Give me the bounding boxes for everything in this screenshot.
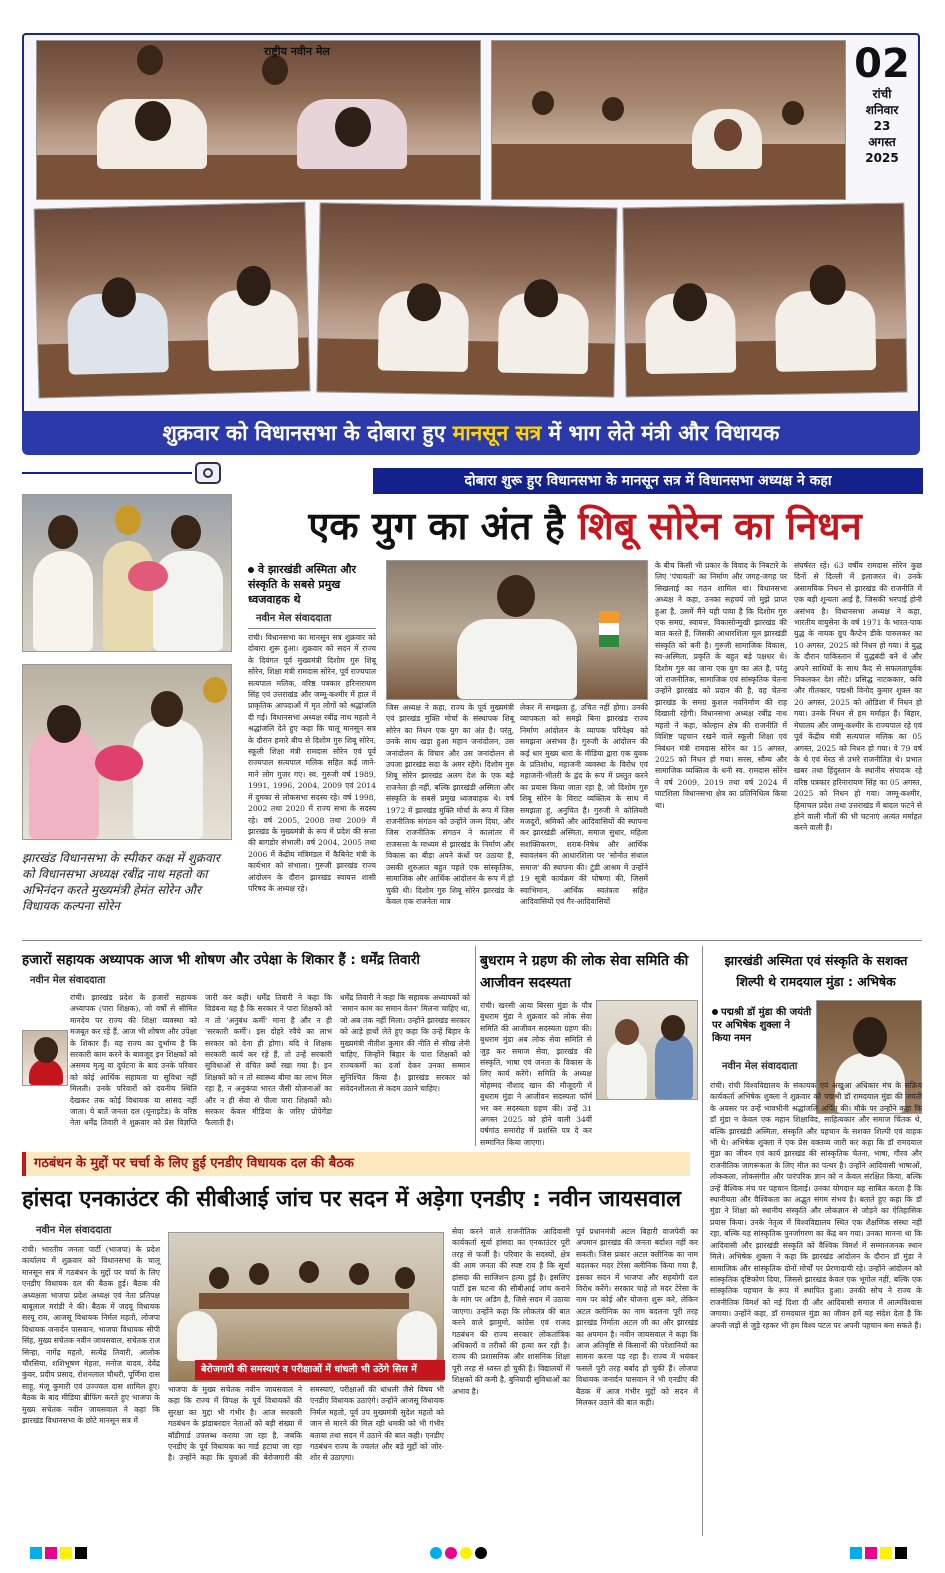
photo-banner-caption — [22, 411, 920, 455]
date-year: 2025 — [865, 151, 899, 165]
budhram-headline: बुधराम ने ग्रहण की लोक सेवा समिति की आजीवन सदस्यता — [480, 953, 689, 991]
nda-body-col-1: रांची। भारतीय जनता पार्टी (भाजपा) के प्रदेश कार्यालय में शुक्रवार को विधानसभा के चालू मानसून सत्र में गठबंधन के मुद्दों पर चर्चा के लिए एनडीए विधायक दल की बैठक हुई। बैठक की अध्यक्षता भाजपा प्रदेश अध्यक्ष एवं नेता प्रतिपक्ष बाबूलाल मरांडी ने की। बैठक में जदयू विधायक सरयू राय, आजसू विधायक निर्मल महतो, लोजपा विधायक जनार्दन पासवान, भाजपा विधायक सीपी सिंह, मुख्य सचेतक नवीन जायसवाल, सचेतक राज सिन्हा, नागेंद्र महतो, सत्येंद्र तिवारी, आलोक चौरसिया, शशिभूषण मेहता, मनोज यादव, देवेंद्र कुंवर, प्रदीप प्रसाद, रोशनलाल चौधरी, पूर्णिमा दास साहू, मंजू कुमारी एवं उज्ज्वल दास शामिल हुए। बैठक के बाद मीडिया ब्रीफिंग करते हुए भाजपा के मुख्य सचेतक नवीन जायसवाल ने कहा कि झारखंड विधानसभा के छोटे मानसून सत्र में — [22, 1245, 160, 1426]
bullet-icon — [712, 1009, 718, 1015]
weekday: शनिवार — [865, 103, 899, 117]
section-tag: दोबारा शुरू हुए विधानसभा के मानसून सत्र में विधानसभा अध्यक्ष ने कहा — [373, 468, 923, 494]
teachers-byline: नवीन मेल संवाददाता — [30, 975, 106, 986]
nda-body-col-2: भाजपा के मुख्य सचेतक नवीन जायसवाल ने कहा कि राज्य में विपक्ष के पूर्व विधायकों की सुरक्षा का मुद्दा भी गंभीर है। आज सरकारी गठबंधन के झंडाबरदार नेताओं को बड़ी संख्या में बॉडीगार्ड उपलब्ध कराया जा रहा है, जबकि एनडीए के पूर्व विधायक का गार्ड हटाया जा रहा है। उन्होंने कहा कि युवाओं की बेरोजगारी की समस्याएं, परीक्षाओं की धांधली जैसे विषय भी एनडीए विधायक उठाएंगे। उन्होंने आजसू विधायक निर्मल महतो, पूर्व उप मुख्यमंत्री सुदेश महतो को जान से मारने की मिल रही धमकी को भी गंभीर बताया तथा सदन में उठाने की बात कही। एनडीए गठबंधन राज्य के ज्वलंत और बड़े मुद्दों को जोर-शोर से उठाएगा। — [168, 1385, 444, 1463]
munda-byline: नवीन मेल संवाददाता — [722, 1061, 798, 1072]
teachers-body-b: धर्मेंद्र तिवारी ने कहा कि सहायक अध्यापकों को 'समान काम का समान वेतन' मिलना चाहिए था, जो अब तक नहीं मिला। उन्होंने झारखंड सरकार को आड़े हाथों लेते हुए कहा कि उन्हें बिहार के मुख्यमंत्री नीतीश कुमार की नीति से सीख लेनी चाहिए, जिन्होंने बिहार के पारा शिक्षकों को राज्यकर्मी का दर्जा देकर उनका सम्मान सुनिश्चित किया है। झारखंड सरकार को संवेदनशीलता से कदम उठाने चाहिए। — [340, 993, 470, 1094]
nda-headline: हांसदा एनकाउंटर की सीबीआई जांच पर सदन में अड़ेगा एनडीए : नवीन जायसवाल — [22, 1187, 682, 1212]
registration-marks-right — [850, 1547, 910, 1561]
lead-photo-caption: झारखंड विधानसभा के स्पीकर कक्ष में शुक्रवार को विधानसभा अध्यक्ष रबींद्र नाथ महतो का अभिनंदन करते मुख्यमंत्री हेमंत सोरेन और विधायक कल्पना सोरेन — [22, 851, 220, 913]
nda-photo-caption: बेरोजगारी की समस्याएं व परीक्षाओं में धांधली भी उठेंगे सिस में — [195, 1360, 445, 1380]
page-date-block — [847, 42, 917, 182]
munda-body: रांची। रांची विश्वविद्यालय के संकायक एवं अखुआ अधिकार मंच के सक्रिय कार्यकर्ता अभिषेक शुक्ला ने शुक्रवार को पद्मश्री डॉ रामदयाल मुंडा की जयंती के अवसर पर उन्हें भावभीनी श्रद्धांजलि अर्पित की। मौके पर उन्होंने कहा कि डॉ मुंडा न केवल एक महान शिक्षाविद, साहित्यकार और समाज चिंतक थे, बल्कि झारखंडी अस्मिता, संस्कृति और पहचान के सशक्त शिल्पी एवं वाहक भी थे। अभिषेक शुक्ला ने एक प्रेस वक्तव्य जारी कर कहा कि डॉ रामदयाल मुंडा का जीवन एवं कार्य झारखंड की सांस्कृतिक चेतना, भाषा, गौरव और राजनीतिक जागरूकता के लिए मील का पत्थर है। उन्होंने आदिवासी भाषाओं, लोककला, लोकसंगीत और पारंपरिक ज्ञान को न केवल संरक्षित किया, बल्कि उन्हें वैश्विक मंच पर पहचान दिलाई। उनका योगदान यह साबित करता है कि स्थानीयता और वैश्विकता का अद्भुत संगम संभव है। बताते हुए कहा कि डॉ मुंडा ने शिक्षा को स्थानीय संस्कृति और लोकज्ञान से जोड़ने का ऐतिहासिक प्रयास किया। उनके नेतृत्व में विश्वविद्यालय स्थित एक शैक्षणिक संस्था नहीं रहा, बल्कि यह सांस्कृतिक पुनर्जागरण का केंद्र बन गया। उनका मानना था कि आदिवासी और झारखंडी संस्कृति को वैश्विक विमर्श में सम्मानजनक स्थान मिले। अभिषेक शुक्ला ने कहा कि झारखंड आंदोलन के दौरान डॉ मुंडा ने सामाजिक और सांस्कृतिक दोनों मोर्चों पर प्रेरणादायी रहे। उन्होंने आंदोलन को सांस्कृतिक दृष्टिकोण दिया, जिससे झारखंड केवल एक भूगोल नहीं, बल्कि एक सांस्कृतिक पहचान के रूप में स्थापित हुआ। उनकी सोच ने राज्य के राजनीतिक विमर्श को नई दिशा दी और आदिवासी समाज में आत्मविश्वास जगाया। उन्होंने कहा, डॉ रामदयाल मुंडा का जीवन हमें यह संदेश देता है कि अपनी जड़ों से जुड़े रहकर भी हम विश्व पटल पर अपनी पहचान बना सकते हैं। — [710, 1081, 922, 1330]
vertical-rule-1 — [475, 946, 476, 1146]
lead-bullet-text: वे झारखंडी अस्मिता और संस्कृति के सबसे प्रमुख ध्वजवाहक थे — [248, 563, 356, 606]
registration-marks-left — [30, 1547, 90, 1561]
lead-body-col-1: रांची। विधानसभा का मानसून सत्र शुक्रवार को दोबारा शुरू हुआ। शुक्रवार को सदन में राज्य के दिवंगत पूर्व मुख्यमंत्री दिशोम गुरु शिबू सोरेन, शिक्षा मंत्री रामदास सोरेन, पूर्व राज्यपाल सत्यपाल मलिक, वरिष्ठ पत्रकार हरिनारायण सिंह एवं उत्तराखंड और जम्मू-कश्मीर में हाल में प्राकृतिक आपदाओं में मृत लोगों को श्रद्धांजलि दी गई। विधानसभा अध्यक्ष रबींद्र नाथ महतो ने श्रद्धांजलि देते हुए कहा कि चालू मानसून सत्र के दौरान हमारे बीच से दिशोम गुरु शिबू सोरेन, स्कूली शिक्षा मंत्री रामदास सोरेन एवं पूर्व राज्यपाल सत्यपाल मलिक सहित कई जाने-माने लोग गुजर गए। स्व. गुरुजी वर्ष 1989, 1991, 1996, 2004, 2009 एवं 2014 में दुमका से लोकसभा सदस्य रहे। वर्ष 1998, 2002 तथा 2020 में राज्य सभा के सदस्य रहे। वर्ष 2005, 2008 तथा 2009 में झारखंड के मुख्यमंत्री के रूप में प्रदेश की सत्ता की बागडोर संभाली। वर्ष 2004, 2005 तथा 2006 में केंद्रीय मंत्रिमंडल में कैबिनेट मंत्री के कार्यभार को संभाला। गुरुजी झारखंड राज्य आंदोलन के दौरान झारखंड स्वायत्त शासी परिषद के अध्यक्ष रहे। — [248, 633, 376, 893]
munda-bullet-text: पद्मश्री डॉ मुंडा की जयंती पर अभिषेक शुक्ला ने किया नमन — [712, 1007, 812, 1044]
speaker-photo-2 — [22, 664, 232, 840]
speaker-portrait-photo — [386, 560, 648, 700]
nda-kicker: गठबंधन के मुद्दों पर चर्चा के लिए हुई एनडीए विधायक दल की बैठक — [22, 1152, 690, 1176]
budhram-photo — [596, 1000, 698, 1100]
page-number: 02 — [854, 41, 910, 87]
lead-headline-pre: एक युग का अंत है — [308, 504, 579, 548]
assembly-photo-4 — [316, 202, 617, 397]
row-rule-1 — [22, 940, 922, 941]
lead-byline: नवीन मेल संवाददाता — [256, 613, 332, 624]
nda-body-col-3: सेवा करने वाले राजनीतिक आदिवासी कार्यकर्ता सूर्या हांसदा का एनकाउंटर पूरी तरह से फर्जी है। परिवार के सदस्यों, क्षेत्र की आम जनता की स्पष्ट राय है कि सूर्या हांसदा की साजिशन हत्या हुई है। इसलिए पार्टी इस घटना की सीबीआई जांच कराने के मांग पर अडिग है, जिसे सदन में उठाया जाएगा। उन्होंने कहा कि लोकतंत्र की बात करने वाले झामुमो, कांग्रेस एवं राजद गठबंधन की राज्य सरकार लोकतांत्रिक अधिकारों व तरीकों की हत्या कर रही है। राज्य की प्रशासनिक और शासनिक शिक्षा पूरी तरह से ध्वस्त हो चुकी है। विद्यालयों में शिक्षकों की कमी है, बुनियादी सुविधाओं का अभाव है। — [452, 1227, 570, 1396]
banner-text-highlight: मानसून सत्र — [452, 421, 542, 445]
nda-byline: नवीन मेल संवाददाता — [36, 1225, 112, 1236]
lead-headline — [240, 496, 930, 556]
byline-rule — [248, 628, 376, 629]
banner-text-post: में भाग लेते मंत्री और विधायक — [541, 421, 780, 445]
lead-body-col-4: के बीच किसी भी प्रकार के विवाद के निबटारे के लिए 'पंचायतों' का निर्माण और जगह-जगह पर सिखलाई का गठन शामिल था। विधानसभा अध्यक्ष ने कहा, उनका सहचर्य जो मुझे प्राप्त हुआ है, उसमें मैंने यही पाया है कि दिशोम गुरु एक समग्र, स्वायत्त, विकासोन्मुखी झारखंड की बात करते हैं, जिसकी आधारशिला मूल झारखंडी संस्कृति को बनी है। गुरुजी सामाजिक विकास, स्व-अस्मिता, प्रकृति के बहुत बड़े पक्षधर थे। दिशोम गुरु का जाना एक युग का अंत है, परंतु जो राजनीतिक, सामाजिक एवं सांस्कृतिक चेतना उन्होंने झारखंड को प्रदान की है, वह चेतना झारखंड के समग्र कुशल नवनिर्माण की राह दिखाती रहेगी। विधानसभा अध्यक्ष रबींद्र नाथ महतो ने कहा, कोल्हान क्षेत्र की राजनीति में विशिष्ट पहचान रखने वाले स्कूली शिक्षा एवं निबंधन मंत्री रामदास सोरेन का 15 अगस्त, 2025 को निधन हो गया। सरस, सौम्य और सामाजिक व्यक्तित्व के धनी स्व. रामदास सोरेन ने वर्ष 2009, 2019 तथा वर्ष 2024 में घाटशिला विधानसभा क्षेत्र का प्रतिनिधित्व किया था। — [655, 561, 787, 810]
city-name: रांची — [872, 87, 892, 101]
lead-headline-red: शिबू सोरेन का निधन — [578, 504, 862, 548]
bullet-icon — [248, 567, 254, 573]
lead-body-col-2: जिस अध्यक्ष ने कहा, राज्य के पूर्व मुख्यमंत्री एवं झारखंड मुक्ति मोर्चा के संस्थापक शिबू सोरेन का निधन एक युग का अंत है। परंतु, उनके साथ खड़ा हुआ महान जनांदोलन, उस जनांदोलन के विचार और उस जनांदोलन से उपजा झारखंड सदा के अमर रहेंगे। दिशोम गुरु शिबू सोरेन झारखंड अलग देश के एक बड़े राजनेता ही नहीं, बल्कि झारखंडी अस्मिता और संस्कृति के सबसे प्रमुख ध्वजवाहक थे। वर्ष 1972 में झारखंड मुक्ति मोर्चा के रूप में जिस राजनीतिक संगठन को उन्होंने जन्म दिया, और जिस राजनीतिक संगठन ने कालांतर में राजसत्ता के माध्यम से झारखंड के निर्माण और विकास का बीड़ा अपने कंधों पर उठाया है, उसकी शुरुआत बहुत पहले एक सांस्कृतिक, सामाजिक और आर्थिक आंदोलन के रूप में हो चुकी थी। दिशोम गुरु शिबू सोरेन झारखंड के केवल एक राजनेता मात्र — [386, 703, 514, 906]
nda-body-col-4: पूर्व प्रधानमंत्री अटल बिहारी वाजपेयी का अपमान झारखंड की जनता बर्दाश्त नहीं कर सकती। जिस प्रकार अटल क्लीनिक का नाम बदलकर मदर टेरेसा क्लीनिक किया गया है, इसका सदन में भाजपा और सहयोगी दल विरोध करेंगे। सरकार चाहे तो मदर टेरेसा के नाम पर कोई और योजना शुरू करे, लेकिन अटल क्लीनिक का नाम बदलना पूरी तरह झारखंड निर्माता अटल जी का और झारखंड का अपमान है। नवीन जायसवाल ने कहा कि आज अतिवृष्टि से किसानों की परेशानियों का सामना करना पड़ रहा है। राज्य में भयंकर फसलें पूरी तरह बर्बाद हो चुकी हैं। लोजपा विधायक जनार्दन पासवान ने भी एनडीए की बैठक में आज गंभीर मुद्दों को सदन में मिलकर उठाने की बात कही। — [576, 1227, 698, 1408]
registration-marks-center — [430, 1547, 490, 1561]
lead-body-col-5: संघर्षरत रहे। 63 वर्षीय रामदास सोरेन कुछ दिनों से दिल्ली में इलाजरत थे। उनके असामयिक निधन से झारखंड की राजनीति में एक बड़ी शून्यता आई है, जिसकी भरपाई होनी असंभव है। विधानसभा अध्यक्ष ने कहा, भारतीय वायुसेना के वर्ष 1971 के भारत-पाक युद्ध के नायक ग्रुप कैप्टेन डीके पारुलकर का 10 अगस्त, 2025 को निधन हो गया। वे युद्ध के दौरान पाकिस्तान में युद्धबंदी बने थे और अपने साथियों के साथ कैद से सफलतापूर्वक निकलकर देश लौटे। प्रसिद्ध नाटककार, कवि और गीतकार, पद्मश्री विनोद कुमार शुक्ल का 20 अगस्त, 2025 को ओडिशा में निधन हो गया। उनके निधन से हम मर्माहत हैं। बिहार, मेघालय और जम्मू-कश्मीर के राज्यपाल रहे एवं पूर्व केंद्रीय मंत्री सत्यपाल मलिक का 05 अगस्त, 2025 को निधन हो गया। वे 79 वर्ष के थे एवं मेरठ से उभरे राजनीतिज्ञ थे। प्रभात खबर तथा हिंदुस्तान के स्थानीय संपादक रहे वरिष्ठ पत्रकार हरिनारायण सिंह का 05 अगस्त, 2025 को निधन हो गया। जम्मू-कश्मीर, हिमाचल प्रदेश तथा उत्तराखंड में बादल फटने से होने वाली मौतों की भी घटनाएं अत्यंत मर्माहत करने वाली हैं। — [794, 561, 922, 833]
munda-headline: झारखंडी अस्मिता एवं संस्कृति के सशक्त शिल्पी थे रामदयाल मुंडा : अभिषेक — [724, 953, 908, 989]
masthead-logo: राष्ट्रीय नवीन मेल — [264, 45, 330, 58]
date-month: अगस्त — [868, 135, 896, 149]
budhram-body: रांची। खरसी आया बिरसा मुंडा के पौत्र बुधराम मुंडा ने शुक्रवार को लोक सेवा समिति की आजीवन सदस्यता ग्रहण की। बुधराम मुंडा अब लोक सेवा समिति से जुड़ कर समाज सेवा, झारखंड की संस्कृति, भाषा एवं जनता के विकास के लिए कार्य करेंगे। समिति के अध्यक्ष मोहम्मद नौशाद खान की मौजूदगी में बुधराम मुंडा ने आजीवन सदस्यता फॉर्म भर कर सदस्यता ग्रहण की। उन्हें 31 अगस्त 2025 को होने वाली 34वीं वर्षगांठ समारोह में प्रशस्ति पत्र दे कर सम्मानित किया जाएगा। — [480, 1001, 592, 1147]
assembly-photo-1 — [36, 40, 481, 200]
munda-bullet — [712, 1006, 812, 1045]
vertical-rule-2 — [702, 946, 703, 1536]
lead-body-col-3: लेकर में समझता हूं, उचित नहीं होगा। उनकी व्यापकता को समझे बिना झारखंड राज्य निर्माण आंदोलन के व्यापक परिपेक्ष्य को समझना असंभव है। गुरुजी के आंदोलन की कई धार मुख्य धारा के मीडिया द्वारा एक युवक के प्रतिशोध, महाजनी व्यवस्था के विरोध एवं महाजनी-भीतरी के द्वंद के रूप में प्रस्तुत करने का प्रयास किया जाता रहा है, जो दिशोम गुरु शिबू सोरेन के विराट व्यक्तित्व के साथ में समझता हूं, अनुचित है। गुरुजी ने कोलियरी मजदूरों, श्रमिकों और आदिवासियों की स्थापना कर झारखंडी अस्मिता, समाज सुधार, महिला सशक्तिकरण, शराब-निषेध और आर्थिक स्वावलंबन की आधारशिला पर 'सोनोत संथाल समाज' की स्थापना की। टुंडी आश्रम में उन्होंने 19 सूत्री कार्यक्रम की घोषणा की, जिसमें स्वाभिमान, आर्थिक स्वतंत्रता सहित आदिवासियों एवं गैर-आदिवासियों — [520, 703, 648, 906]
section-rule — [22, 472, 192, 474]
banner-text-pre: शुक्रवार को विधानसभा के दोबारा हुए — [162, 421, 453, 445]
assembly-photo-3 — [34, 201, 311, 398]
speaker-photo-1 — [22, 494, 232, 652]
teachers-headline: हजारों सहायक अध्यापक आज भी शोषण और उपेक्षा के शिकार हैं : धर्मेंद्र तिवारी — [22, 952, 420, 968]
lead-bullet — [248, 562, 376, 607]
camera-icon — [195, 462, 221, 484]
assembly-photo-2 — [491, 40, 846, 200]
teachers-body: रांची। झारखंड प्रदेश के हजारों सहायक अध्यापक (पारा शिक्षक), जो वर्षों से सीमित मानदेय पर राज्य की शिक्षा व्यवस्था को मजबूत कर रहे हैं, आज भी शोषण और उपेक्षा के शिकार हैं। यह राज्य का दुर्भाग्य है कि सरकारी काम करने के बावजूद इन शिक्षकों को असमय मृत्यु या दुर्घटना के बाद उनके परिवार को कोई आर्थिक सहायता या सुविधा नहीं मिलती। उनके परिवारों को दयनीय स्थिति देखकर तक कोई विधायक या सांसद नहीं जाता। ये बातें जनता दल (यूनाइटेड) के वरिष्ठ नेता धर्मेंद्र तिवारी ने शुक्रवार को प्रेस विज्ञप्ति जारी कर कही। धर्मेंद्र तिवारी ने कहा कि विडंबना यह है कि सरकार ने पारा शिक्षकों को न तो 'अनुबंध कर्मी' माना है और न ही 'सरकारी कर्मी'। इस दोहरे रवैये का लाभ सरकार को देना ही होगा। यदि वे शिक्षक सरकारी कार्य कर रहे हैं, तो उन्हें सरकारी सुविधाओं से वंचित क्यों रखा गया है। इन शिक्षकों को न तो स्वास्थ्य बीमा का लाभ मिल रहा है, न अनुकंपा भारत जैसी योजनाओं का और न ही सेवा से पीला पारा शिक्षकों को। सरकार केवल मीडिया के जरिए प्रोपेगेंडा फैलाती है। — [70, 993, 332, 1128]
assembly-photo-5 — [622, 203, 907, 398]
nda-byline-rule — [30, 1240, 160, 1241]
teacher-portrait — [22, 1030, 68, 1086]
date-day: 23 — [873, 119, 891, 133]
